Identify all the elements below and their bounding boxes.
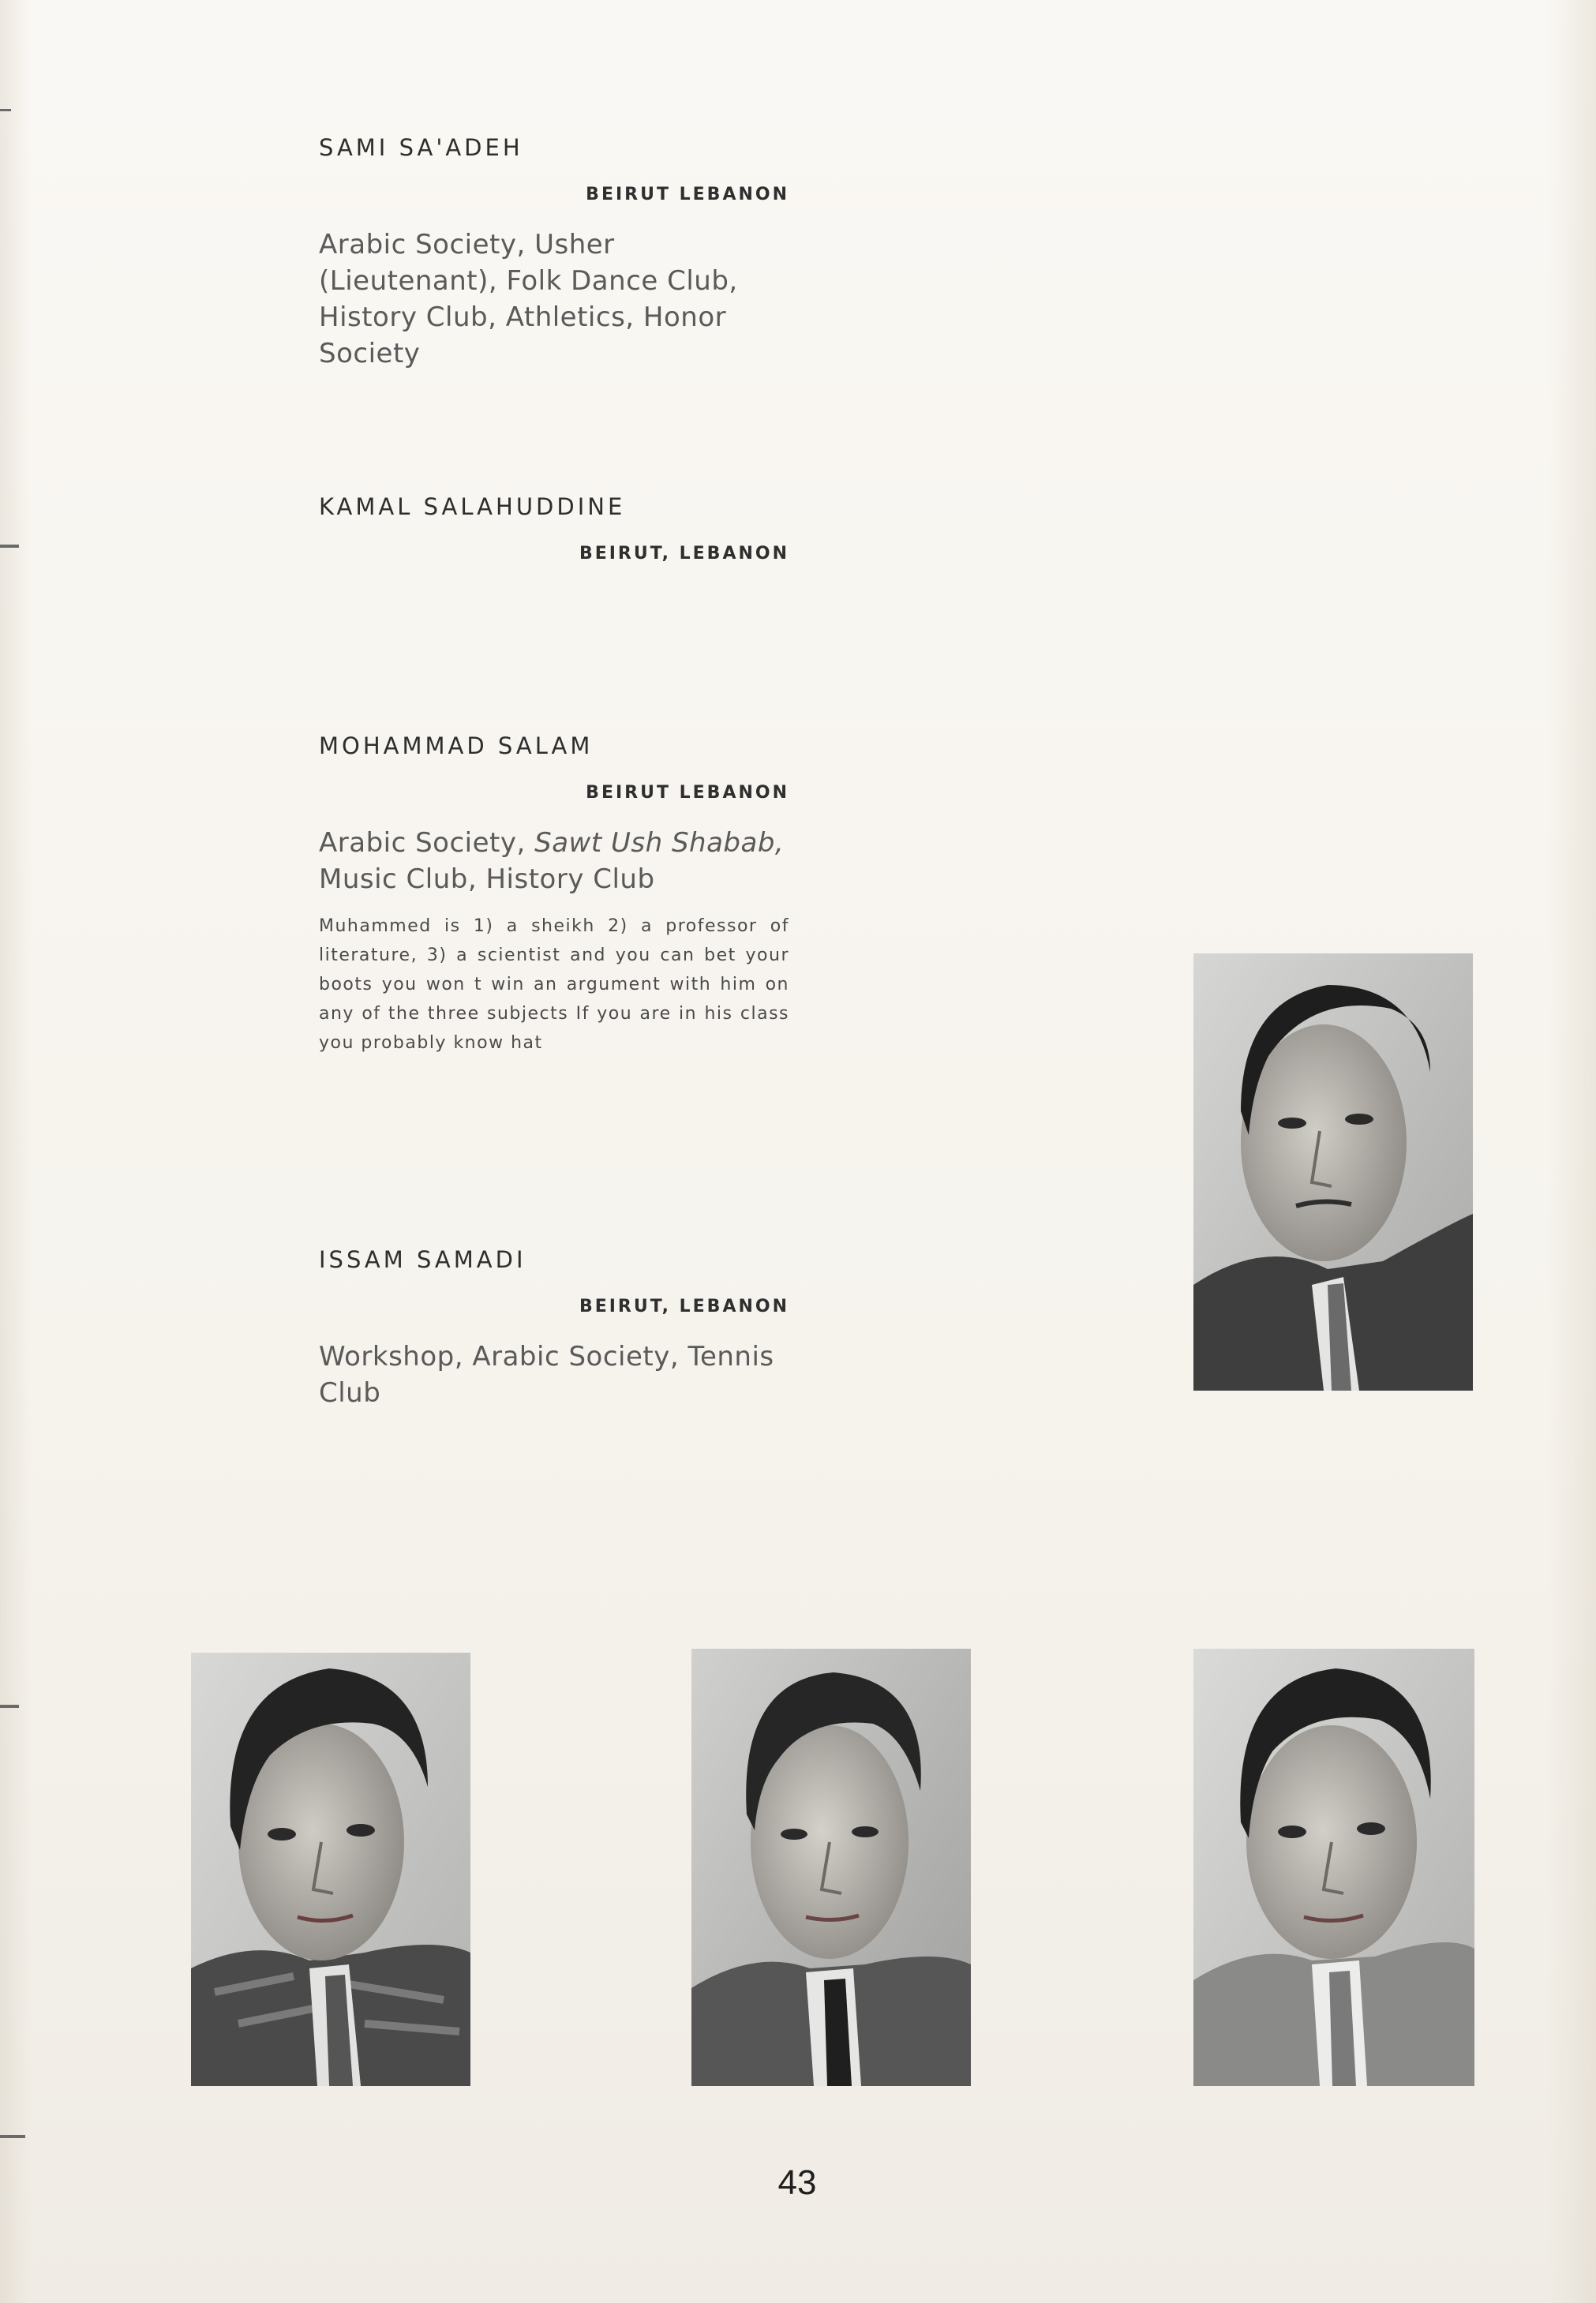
activities: Arabic Society, Usher (Lieutenant), Folk Dance Club, History Club, Athletics, Honor Society [319, 229, 738, 369]
edge-mark [0, 1705, 19, 1708]
student-name: KAMAL SALAHUDDINE [319, 493, 626, 520]
senior-entry [319, 134, 789, 372]
activities [319, 825, 789, 897]
student-name: MOHAMMAD SALAM [319, 732, 594, 759]
biography: Muhammed is 1) a sheikh 2) a professor of literature, 3) a scientist and you can bet your boots you won t win an argument with him on any of the three subjects If you are in his class you probably know hat [319, 916, 789, 1053]
portrait-image [691, 1649, 971, 2086]
hometown: BEIRUT, LEBANON [579, 544, 789, 564]
portrait-image [1193, 1649, 1474, 2086]
senior-entry [319, 1246, 789, 1411]
page-number: 43 [777, 2163, 817, 2202]
edge-mark [0, 2135, 25, 2138]
hometown: BEIRUT LEBANON [586, 783, 789, 803]
portrait-image [1193, 953, 1473, 1391]
student-name: ISSAM SAMADI [319, 1246, 526, 1273]
student-name: SAMI SA'ADEH [319, 134, 523, 161]
activities-italic: Sawt Ush Shabab, [534, 827, 785, 859]
activities-text: Arabic Society, [319, 827, 535, 859]
senior-entry [319, 732, 789, 1058]
hometown: BEIRUT, LEBANON [579, 1297, 789, 1316]
portrait-photo [1193, 1649, 1474, 2086]
portrait-photo [1193, 953, 1473, 1391]
edge-mark [0, 545, 19, 548]
portrait-image [191, 1653, 470, 2086]
activities-text: Music Club, History Club [319, 863, 655, 895]
edge-mark [0, 109, 11, 111]
portrait-photo [191, 1653, 470, 2086]
senior-entry [319, 493, 789, 564]
activities: Workshop, Arabic Society, Tennis Club [319, 1341, 774, 1409]
hometown: BEIRUT LEBANON [586, 185, 789, 204]
portrait-photo [691, 1649, 971, 2086]
